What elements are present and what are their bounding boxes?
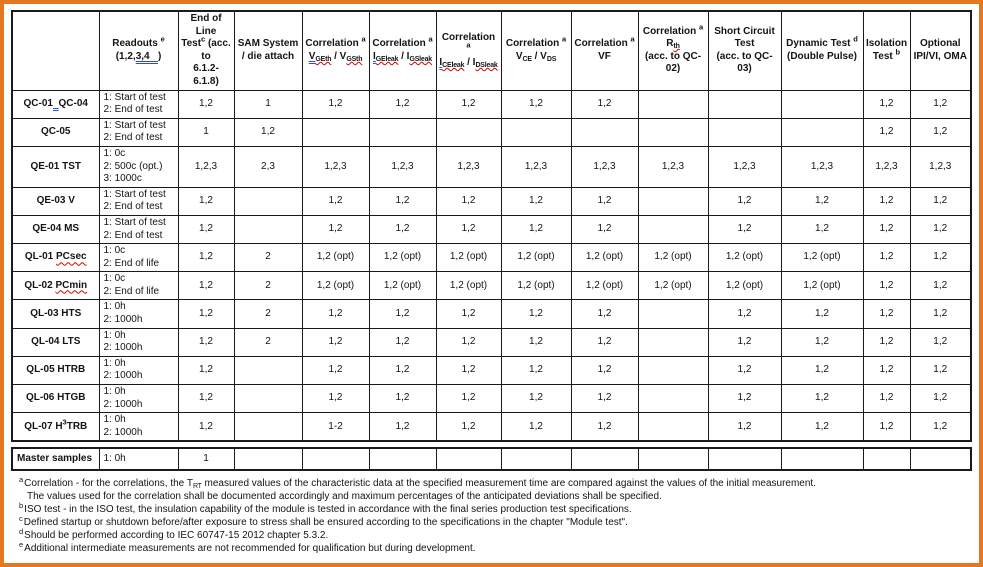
header-row — [12, 11, 971, 90]
row-label: QE-03 V — [12, 187, 99, 215]
matrix-cell: 1,2 — [302, 215, 369, 243]
column-header-optional: Optional IPI/VI, OMA — [910, 11, 971, 90]
readout-cell: 1: Start of test 2: End of test — [99, 215, 178, 243]
matrix-cell — [571, 448, 638, 470]
row-label: QL-01 PCsec — [12, 244, 99, 272]
matrix-cell: 1,2 — [302, 187, 369, 215]
matrix-cell: 1,2 — [436, 356, 501, 384]
matrix-cell — [234, 356, 302, 384]
matrix-cell: 1,2 — [781, 328, 863, 356]
matrix-cell: 1,2,3 — [708, 146, 781, 187]
matrix-cell: 1,2 — [501, 187, 571, 215]
matrix-cell: 1,2,3 — [501, 146, 571, 187]
row-label: QE-01 TST — [12, 146, 99, 187]
table-row-master-samples — [12, 448, 971, 470]
matrix-cell: 1,2 (opt) — [501, 272, 571, 300]
matrix-cell: 1,2 (opt) — [571, 272, 638, 300]
row-label: QL-02 PCmin — [12, 272, 99, 300]
matrix-cell: 1,2 — [863, 328, 910, 356]
readout-cell: 1: Start of test 2: End of test — [99, 118, 178, 146]
matrix-cell — [436, 448, 501, 470]
matrix-cell: 1,2 — [910, 187, 971, 215]
matrix-cell: 1,2 — [863, 413, 910, 442]
table-row-ql-02-pcmin — [12, 272, 971, 300]
matrix-cell: 1 — [234, 90, 302, 118]
matrix-cell: 1,2 — [910, 356, 971, 384]
matrix-cell — [234, 385, 302, 413]
matrix-cell: 1,2 — [910, 90, 971, 118]
footnote-line: $^d$Should be performed according to IEC 60747-15 2012 chapter 5.3.2. — [19, 527, 329, 542]
matrix-cell: 1,2 — [178, 328, 234, 356]
matrix-cell: 1,2,3 — [863, 146, 910, 187]
matrix-cell: 1,2,3 — [369, 146, 436, 187]
readout-cell: 1: Start of test 2: End of test — [99, 187, 178, 215]
matrix-cell: 1,2 — [863, 244, 910, 272]
matrix-cell: 1,2 (opt) — [302, 272, 369, 300]
column-header-corr-ices-idss: Correlation $^a$ $I_{CEleak} / I_{DSleak}$ — [436, 11, 501, 90]
row-label: QE-04 MS — [12, 215, 99, 243]
matrix-cell: 2 — [234, 244, 302, 272]
matrix-cell — [638, 328, 708, 356]
matrix-cell: 1,2 — [369, 300, 436, 328]
readout-cell: 1: 0c 2: 500c (opt.) 3: 1000c — [99, 146, 178, 187]
matrix-cell: 1,2 — [178, 244, 234, 272]
matrix-cell: 1,2 — [781, 413, 863, 442]
row-label: QC-05 — [12, 118, 99, 146]
matrix-cell: 1,2,3 — [302, 146, 369, 187]
matrix-cell: 1,2 — [571, 90, 638, 118]
matrix-cell: 1,2,3 — [571, 146, 638, 187]
matrix-cell: 1,2 — [910, 300, 971, 328]
column-header-corr-vce-vds: Correlation $^a$ $V_{CE} / V_{DS}$ — [501, 11, 571, 90]
matrix-cell: 1,2 (opt) — [708, 272, 781, 300]
matrix-cell: 1,2 — [436, 215, 501, 243]
matrix-cell: 1,2 (opt) — [571, 244, 638, 272]
matrix-cell: 1,2 — [369, 90, 436, 118]
matrix-cell: 1,2 — [369, 356, 436, 384]
matrix-cell: 1-2 — [302, 413, 369, 442]
footnote-line: $^c$Defined startup or shutdown before/after exposure to stress shall be ensured according to the specifications in the chapter "Module test". — [19, 514, 628, 529]
matrix-cell: 1,2 — [571, 385, 638, 413]
matrix-cell — [781, 118, 863, 146]
readout-cell: 1: 0h 2: 1000h — [99, 300, 178, 328]
matrix-cell: 1,2 — [178, 215, 234, 243]
table-row-qe-01-tst — [12, 146, 971, 187]
matrix-cell — [638, 215, 708, 243]
matrix-cell: 1,2 — [910, 244, 971, 272]
readout-cell: 1: 0h 2: 1000h — [99, 356, 178, 384]
matrix-cell — [369, 118, 436, 146]
matrix-cell: 1,2 — [302, 300, 369, 328]
matrix-cell: 1,2 (opt) — [436, 272, 501, 300]
table-row-ql-06-htgb — [12, 385, 971, 413]
matrix-cell — [638, 187, 708, 215]
matrix-cell: 1,2 — [178, 272, 234, 300]
matrix-cell: 1,2 — [369, 385, 436, 413]
matrix-cell — [571, 118, 638, 146]
readout-cell: 1: 0h 2: 1000h — [99, 413, 178, 442]
matrix-cell: 1 — [178, 118, 234, 146]
matrix-cell — [638, 300, 708, 328]
matrix-body — [12, 90, 971, 441]
matrix-cell: 1,2 — [863, 118, 910, 146]
matrix-cell — [234, 448, 302, 470]
matrix-cell: 1,2 — [571, 300, 638, 328]
table-row-qe-03-v — [12, 187, 971, 215]
matrix-cell: 1,2 — [708, 356, 781, 384]
matrix-cell: 1,2 — [436, 187, 501, 215]
matrix-cell: 1,2,3 — [638, 146, 708, 187]
footnotes — [11, 477, 969, 555]
row-label: QL-04 LTS — [12, 328, 99, 356]
matrix-cell: 1,2 — [708, 187, 781, 215]
matrix-cell: 1,2 — [178, 187, 234, 215]
matrix-cell — [638, 385, 708, 413]
column-header-corr-vf: Correlation $^a$ VF — [571, 11, 638, 90]
matrix-cell: 1,2 — [863, 272, 910, 300]
matrix-cell: 1,2 — [234, 118, 302, 146]
table-row-ql-03-hts — [12, 300, 971, 328]
matrix-cell: 1,2 — [708, 300, 781, 328]
table-row-qe-04-ms — [12, 215, 971, 243]
column-header-corr-vgeth-vgsth: Correlation $^a$ $V_{GEth} / V_{GSth}$ — [302, 11, 369, 90]
matrix-cell: 1,2 — [501, 90, 571, 118]
column-header-readouts: Readouts $^e$ (1,2,3,4 ) — [99, 11, 178, 90]
matrix-cell: 1,2 — [501, 385, 571, 413]
table-row-ql-01-pcsec — [12, 244, 971, 272]
table-row-qc-05 — [12, 118, 971, 146]
matrix-cell: 1,2 (opt) — [708, 244, 781, 272]
matrix-cell: 1,2 — [910, 215, 971, 243]
matrix-cell — [638, 448, 708, 470]
matrix-cell: 1,2 (opt) — [369, 272, 436, 300]
matrix-cell: 1,2 — [501, 215, 571, 243]
readout-cell: 1: 0h — [99, 448, 178, 470]
column-header-sam-system: SAM System / die attach — [234, 11, 302, 90]
matrix-cell: 1,2,3 — [910, 146, 971, 187]
matrix-cell — [638, 118, 708, 146]
matrix-cell: 1,2 — [178, 300, 234, 328]
matrix-cell: 1,2 — [910, 272, 971, 300]
matrix-cell: 1,2 — [863, 385, 910, 413]
matrix-cell: 2 — [234, 272, 302, 300]
matrix-cell: 1,2 — [781, 187, 863, 215]
matrix-cell: 1,2 — [369, 413, 436, 442]
matrix-cell: 1,2 — [178, 356, 234, 384]
row-label: QL-07 $H^3TRB$ — [12, 413, 99, 442]
table-row-ql-05-htrb — [12, 356, 971, 384]
matrix-cell: 1,2 — [781, 385, 863, 413]
matrix-cell: 1,2 — [178, 90, 234, 118]
matrix-cell: 1,2 — [863, 215, 910, 243]
matrix-cell: 1,2 — [501, 356, 571, 384]
matrix-cell: 1,2 (opt) — [638, 272, 708, 300]
row-label: Master samples — [12, 448, 99, 470]
master-body — [12, 448, 971, 470]
matrix-cell: 1,2 — [436, 300, 501, 328]
matrix-cell: 1 — [178, 448, 234, 470]
matrix-cell: 1,2 — [436, 90, 501, 118]
matrix-cell: 1,2 — [863, 90, 910, 118]
matrix-cell: 1,2 — [571, 413, 638, 442]
matrix-cell: 1,2 — [302, 90, 369, 118]
matrix-cell: 1,2 — [302, 356, 369, 384]
matrix-cell: 1,2 — [501, 300, 571, 328]
matrix-cell: 1,2 — [863, 356, 910, 384]
readout-cell: 1: 0c 2: End of life — [99, 244, 178, 272]
matrix-cell: 1,2 (opt) — [436, 244, 501, 272]
matrix-cell — [501, 118, 571, 146]
matrix-cell: 1,2 — [436, 413, 501, 442]
matrix-cell: 1,2 (opt) — [501, 244, 571, 272]
matrix-cell: 1,2 — [863, 187, 910, 215]
readout-cell: 1: 0c 2: End of life — [99, 272, 178, 300]
table-row-ql-07-h3trb — [12, 413, 971, 442]
matrix-cell: 1,2 — [178, 385, 234, 413]
matrix-cell — [369, 448, 436, 470]
readout-cell: 1: 0h 2: 1000h — [99, 385, 178, 413]
matrix-cell: 1,2 — [910, 328, 971, 356]
matrix-cell: 2,3 — [234, 146, 302, 187]
row-label: QL-06 HTGB — [12, 385, 99, 413]
footnote-line: The values used for the correlation shall be documented accordingly and maximum percentages of the anticipated deviations shall be specified. — [27, 491, 662, 503]
matrix-cell — [708, 118, 781, 146]
column-header-row-label — [12, 11, 99, 90]
matrix-cell: 1,2 — [571, 215, 638, 243]
matrix-cell: 1,2 — [781, 356, 863, 384]
matrix-cell — [708, 448, 781, 470]
matrix-cell — [302, 448, 369, 470]
matrix-cell: 1,2 — [369, 215, 436, 243]
matrix-cell — [638, 356, 708, 384]
matrix-cell: 1,2,3 — [436, 146, 501, 187]
matrix-cell: 1,2 — [501, 328, 571, 356]
matrix-cell: 1,2 — [571, 187, 638, 215]
matrix-cell — [436, 118, 501, 146]
matrix-cell: 1,2 — [708, 215, 781, 243]
matrix-cell — [638, 413, 708, 442]
matrix-cell: 1,2 — [369, 187, 436, 215]
matrix-cell: 1,2 — [781, 215, 863, 243]
master-samples-table — [11, 447, 972, 471]
row-label: QC-01 QC-04 — [12, 90, 99, 118]
matrix-cell: 1,2 — [910, 385, 971, 413]
matrix-cell — [638, 90, 708, 118]
matrix-cell: 1,2 — [302, 328, 369, 356]
matrix-cell: 1,2 (opt) — [369, 244, 436, 272]
matrix-cell: 1,2 — [571, 328, 638, 356]
column-header-corr-rth: Correlation $^a$ $R_{th}$ (acc. to QC-02) — [638, 11, 708, 90]
qualification-matrix-table — [11, 10, 972, 442]
matrix-cell: 1,2 — [436, 328, 501, 356]
matrix-cell: 1,2 — [708, 328, 781, 356]
matrix-cell: 1,2 — [910, 413, 971, 442]
column-header-short-circuit-test: Short Circuit Test (acc. to QC-03) — [708, 11, 781, 90]
column-header-end-of-line-test: End of Line Test$^c$ (acc. to 6.1.2-6.1.8) — [178, 11, 234, 90]
matrix-cell — [708, 90, 781, 118]
matrix-cell — [781, 448, 863, 470]
footnote-line: $^b$ISO test - in the ISO test, the insulation capability of the module is tested in accordance with the final series production test specifications. — [19, 501, 632, 516]
matrix-cell: 1,2 (opt) — [638, 244, 708, 272]
matrix-cell: 1,2 (opt) — [781, 244, 863, 272]
matrix-cell — [501, 448, 571, 470]
matrix-cell: 1,2 — [708, 413, 781, 442]
matrix-cell: 1,2 — [436, 385, 501, 413]
matrix-cell — [910, 448, 971, 470]
column-header-dynamic-test: Dynamic Test $^d$ (Double Pulse) — [781, 11, 863, 90]
matrix-cell: 1,2 — [369, 328, 436, 356]
matrix-cell: 1,2 (opt) — [781, 272, 863, 300]
readout-cell: 1: 0h 2: 1000h — [99, 328, 178, 356]
matrix-cell: 1,2 — [501, 413, 571, 442]
table-row-qc-01-qc-04 — [12, 90, 971, 118]
matrix-cell — [234, 187, 302, 215]
matrix-cell: 1,2 — [302, 385, 369, 413]
matrix-cell: 1,2 (opt) — [302, 244, 369, 272]
matrix-cell: 2 — [234, 300, 302, 328]
matrix-cell — [234, 215, 302, 243]
row-label: QL-03 HTS — [12, 300, 99, 328]
column-header-isolation-test: Isolation Test $^b$ — [863, 11, 910, 90]
matrix-cell — [234, 413, 302, 442]
matrix-cell: 1,2 — [910, 118, 971, 146]
matrix-cell: 1,2 — [863, 300, 910, 328]
matrix-cell: 1,2,3 — [781, 146, 863, 187]
footnote-line: $^a$Correlation - for the correlations, the $T_{RT}$ measured values of the characteristic data at the specified measurement time are compared against the values of the initial measurement. — [19, 475, 816, 491]
readout-cell: 1: Start of test 2: End of test — [99, 90, 178, 118]
matrix-cell: 1,2 — [708, 385, 781, 413]
matrix-cell: 1,2 — [571, 356, 638, 384]
matrix-cell — [302, 118, 369, 146]
matrix-cell — [863, 448, 910, 470]
matrix-cell: 1,2 — [781, 300, 863, 328]
matrix-cell: 1,2 — [178, 413, 234, 442]
matrix-cell: 2 — [234, 328, 302, 356]
matrix-cell — [781, 90, 863, 118]
row-label: QL-05 HTRB — [12, 356, 99, 384]
matrix-cell: 1,2,3 — [178, 146, 234, 187]
footnote-line: $^e$Additional intermediate measurements are not recommended for qualification but during development. — [19, 540, 476, 555]
table-row-ql-04-lts — [12, 328, 971, 356]
column-header-corr-iges-igss: Correlation $^a$ $I_{GEleak} / I_{GSleak}$ — [369, 11, 436, 90]
